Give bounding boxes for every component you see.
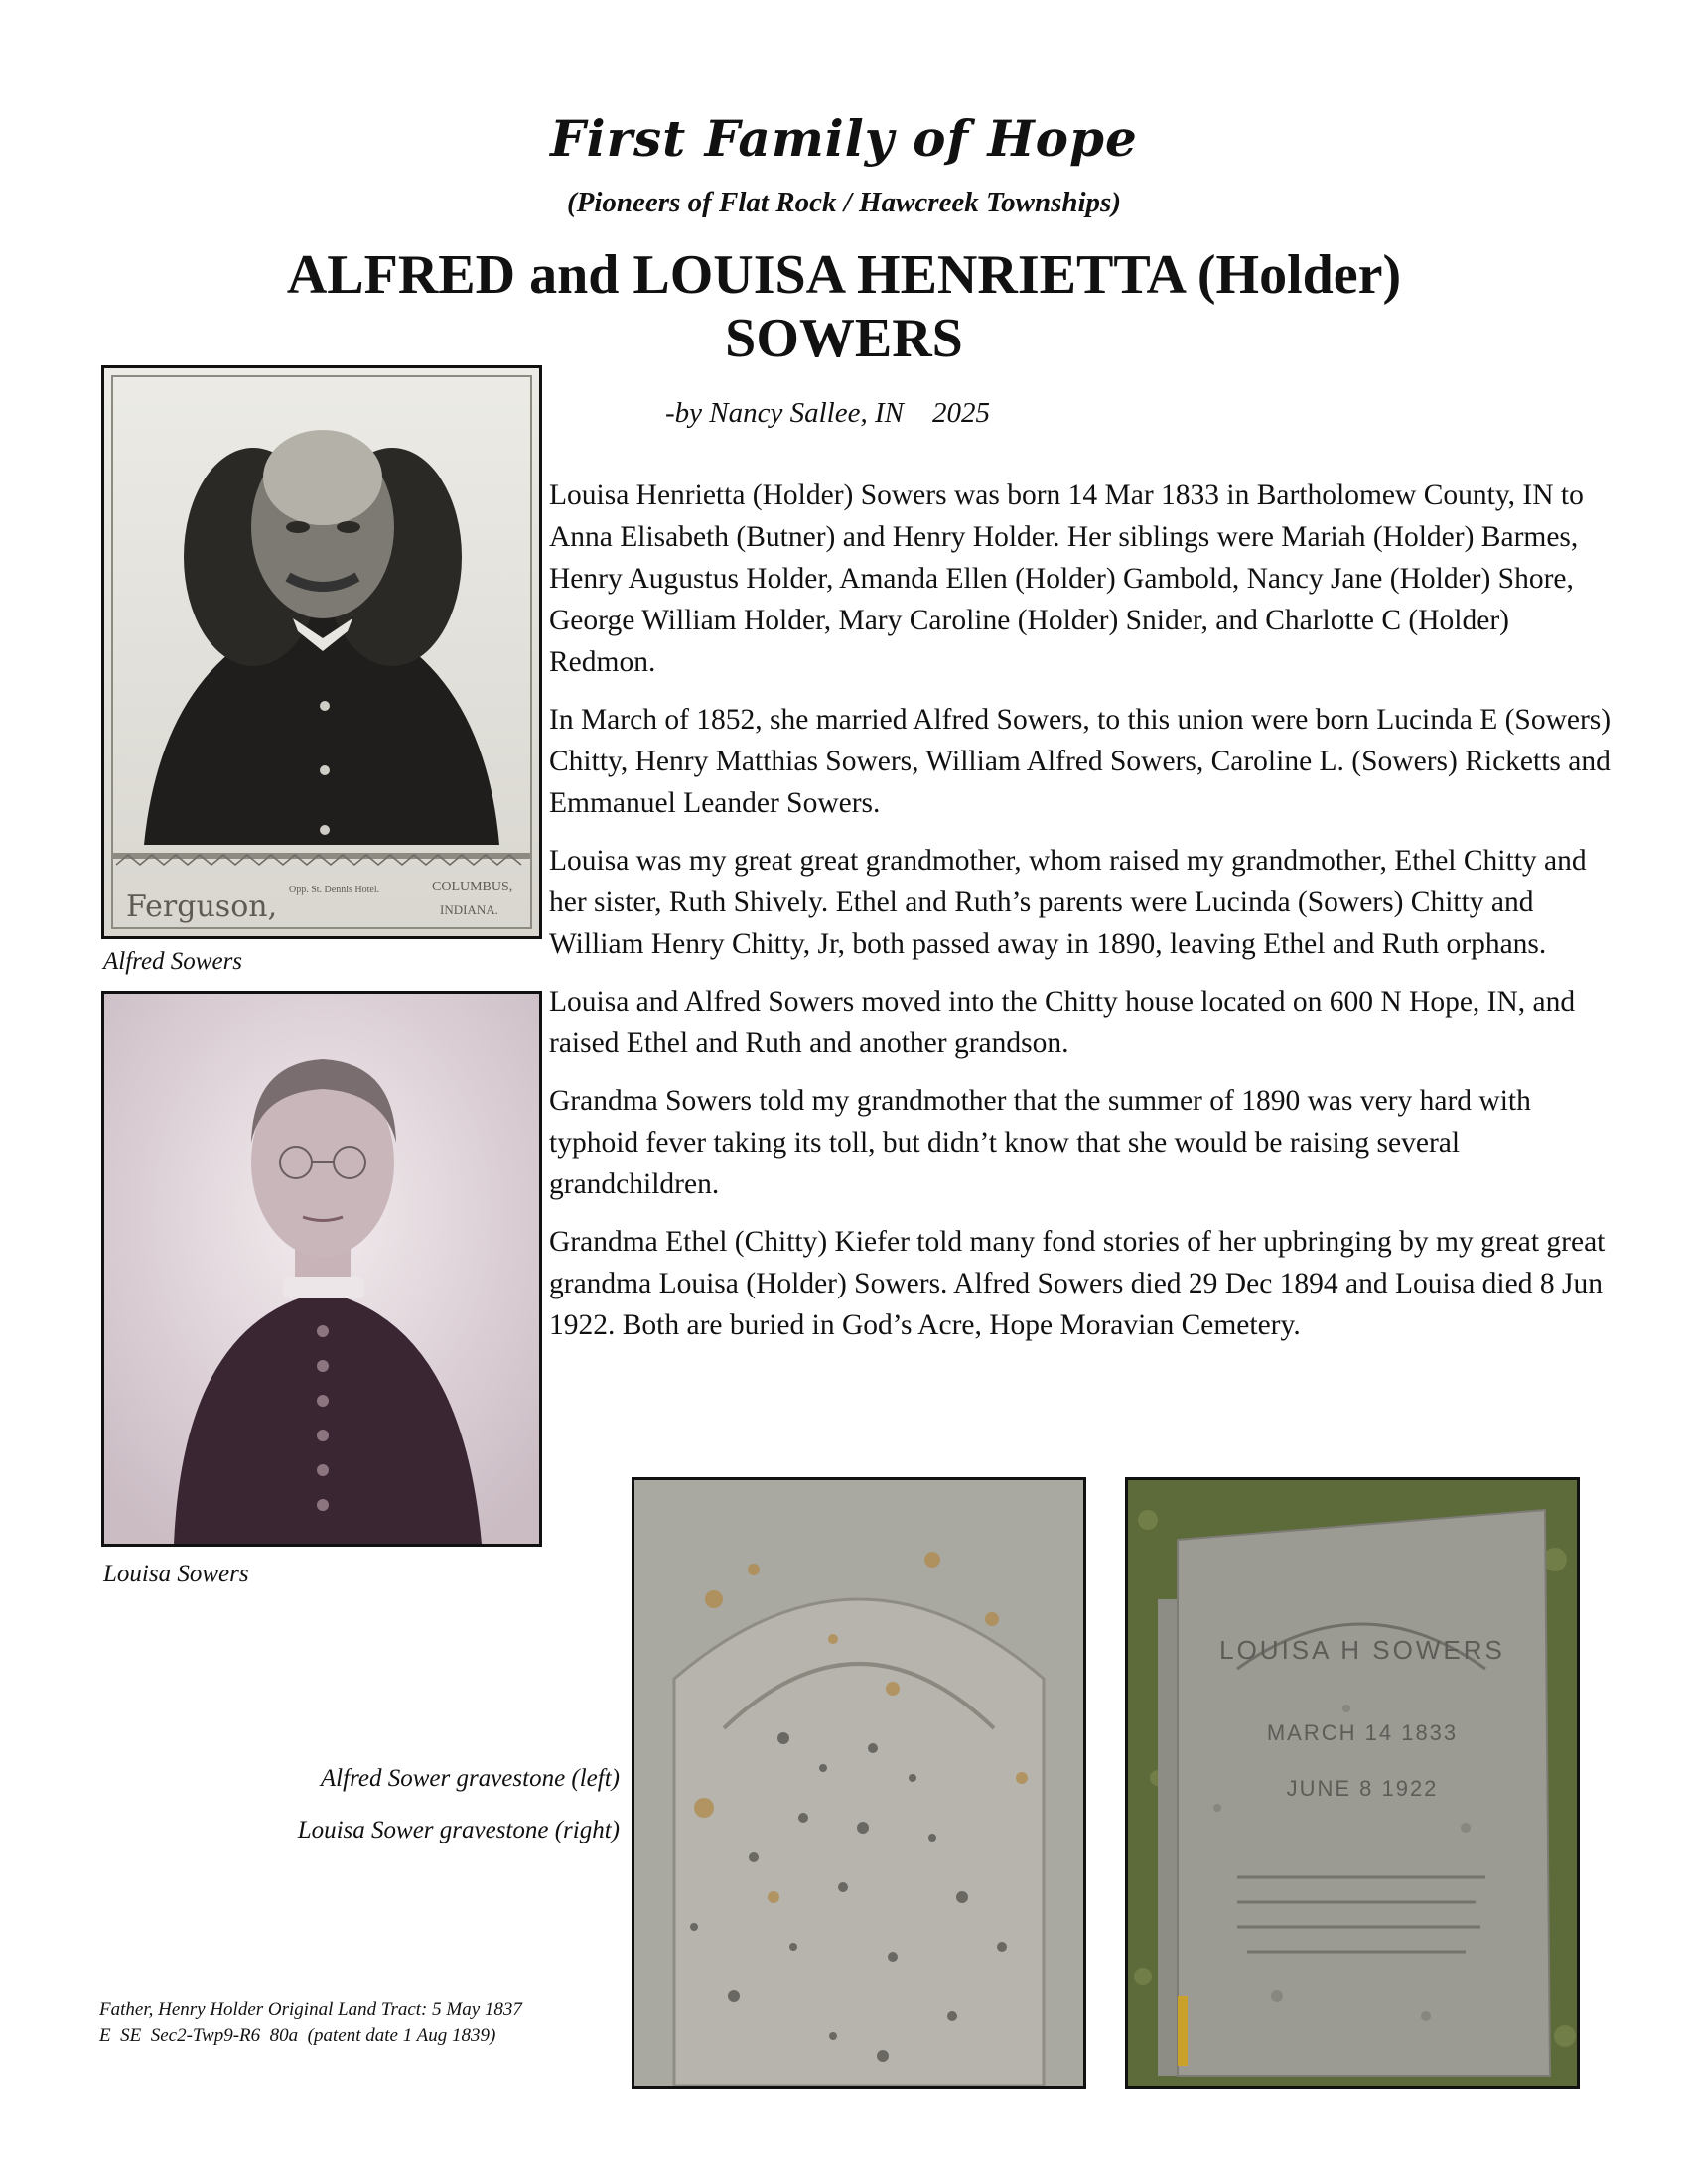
footnote-line-1: Father, Henry Holder Original Land Tract: 5 May 1837 xyxy=(99,1999,522,2020)
louisa-gravestone-image xyxy=(1128,1480,1577,2086)
subtitle: (Pioneers of Flat Rock / Hawcreek Townships) xyxy=(567,187,1121,218)
stone-name: LOUISA H SOWERS xyxy=(1219,1635,1505,1665)
alfred-portrait-photo xyxy=(101,365,542,939)
alfred-gravestone-photo xyxy=(632,1477,1086,2089)
article-body xyxy=(549,475,1612,1362)
studio-address: Opp. St. Dennis Hotel. xyxy=(289,885,380,895)
louisa-caption: Louisa Sowers xyxy=(103,1561,249,1587)
paragraph-4: Louisa and Alfred Sowers moved into the Chitty house located on 600 N Hope, IN, and raised Ethel and Ruth and another grandson. xyxy=(549,986,1576,1059)
louisa-gravestone-photo xyxy=(1125,1477,1580,2089)
byline: -by Nancy Sallee, IN 2025 xyxy=(665,397,990,429)
stone-born: MARCH 14 1833 xyxy=(1266,1720,1459,1745)
title-line-1: ALFRED and LOUISA HENRIETTA (Holder) xyxy=(286,244,1402,306)
studio-name: Ferguson, xyxy=(126,889,278,924)
alfred-portrait-image xyxy=(104,368,539,936)
louisa-portrait-image xyxy=(104,994,539,1544)
studio-city: COLUMBUS, xyxy=(432,880,513,894)
gravestone-caption-right: Louisa Sower gravestone (right) xyxy=(297,1817,620,1843)
alfred-caption: Alfred Sowers xyxy=(103,948,243,975)
paragraph-1: Louisa Henrietta (Holder) Sowers was born 14 Mar 1833 in Bartholomew County, IN to Anna Elisabeth (Butner) and Henry Holder. Her siblings were Mariah (Holder) Barmes, Henry Augustus Holder, Amanda Ellen (Holder) Gambold, Nancy Jane (Holder) Shore, George William Holder, Mary Caroline (Holder) Snider, and Charlotte C (Holder) Redmon. xyxy=(549,479,1584,678)
stone-died: JUNE 8 1922 xyxy=(1286,1776,1439,1801)
louisa-portrait-photo xyxy=(101,991,542,1547)
script-title: First Family of Hope xyxy=(550,109,1138,168)
page-title xyxy=(0,243,1688,370)
paragraph-5: Grandma Sowers told my grandmother that the summer of 1890 was very hard with typhoid fever taking its toll, but didn’t know that she would be raising several grandchildren. xyxy=(549,1085,1531,1200)
paragraph-2: In March of 1852, she married Alfred Sowers, to this union were born Lucinda E (Sowers) Chitty, Henry Matthias Sowers, William Alfred Sowers, Caroline L. (Sowers) Ricketts and Emmanuel Leander Sowers. xyxy=(549,704,1612,819)
paragraph-3: Louisa was my great great grandmother, whom raised my grandmother, Ethel Chitty and her sister, Ruth Shively. Ethel and Ruth’s parents were Lucinda (Sowers) Chitty and William Henry Chitty, Jr, both passed away in 1890, leaving Ethel and Ruth orphans. xyxy=(549,845,1587,960)
gravestone-caption-left: Alfred Sower gravestone (left) xyxy=(320,1765,620,1792)
paragraph-6: Grandma Ethel (Chitty) Kiefer told many fond stories of her upbringing by my great great grandma Louisa (Holder) Sowers. Alfred Sowers died 29 Dec 1894 and Louisa died 8 Jun 1922. Both are buried in God’s Acre, Hope Moravian Cemetery. xyxy=(549,1226,1606,1341)
alfred-gravestone-image xyxy=(634,1480,1083,2086)
studio-state: INDIANA. xyxy=(440,902,498,917)
land-tract-footnote xyxy=(99,1997,522,2049)
title-line-2: SOWERS xyxy=(725,308,963,369)
footnote-line-2: E SE Sec2-Twp9-R6 80a (patent date 1 Aug 1839) xyxy=(99,2025,496,2046)
